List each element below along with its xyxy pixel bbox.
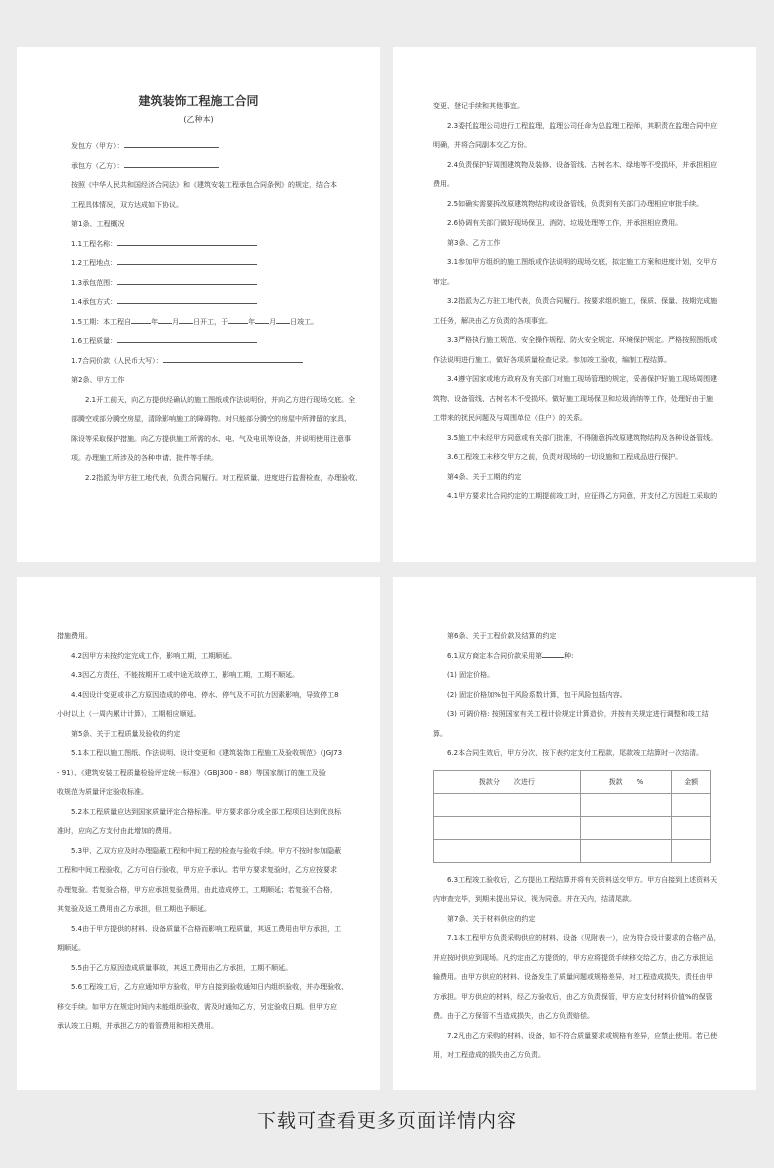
paragraph-line: 工带来的扰民问题及与周围单位（住户）的关系。 (433, 414, 587, 422)
paragraph-line: 3.2指派为乙方驻工地代表，负责合同履行。按要求组织施工，保质、保量、按期完成施 (447, 297, 718, 305)
paragraph-line: 用，对工程造成的损失由乙方负责。 (433, 1051, 545, 1059)
paragraph-line: 7.2凡由乙方采购的材料、设备，如不符合质量要求或规格有差异，应禁止使用。若已使 (447, 1031, 718, 1040)
article-heading: 第1条、工程概况 (71, 220, 125, 228)
paragraph-line: 小时以上（一周内累计计算），工期相应顺延。 (57, 710, 201, 718)
paragraph-line: 2.1开工前天，向乙方提供经确认的施工图纸或作法说明份，并向乙方进行现场交底。全 (85, 395, 356, 404)
paragraph-line: 工任务，解决由乙方负责的各项事宜。 (433, 316, 552, 325)
paragraph-line: 筑物、设备管线、古树名木不受损坏。做好施工现场保卫和垃圾消纳等工作，处理好由于施 (433, 394, 713, 403)
paragraph-line: 2.2指派为甲方驻工地代表，负责合同履行。对工程质量、进度进行监督检查，办理验收、 (85, 473, 363, 482)
table-row (434, 839, 711, 862)
table-header-cell: 拨款分 次进行 (434, 770, 581, 793)
paragraph-line: 3.5施工中未经甲方同意或有关部门批准，不得随意拆改原建筑物结构及各种设备管线。 (447, 433, 718, 442)
paragraph-line: 承认竣工日期，并承担乙方的看管费用和相关费用。 (57, 1022, 218, 1030)
document-page-3 (17, 577, 380, 1090)
paragraph-line: 4.2因甲方未按约定完成工作，影响工期，工期顺延。 (71, 651, 237, 660)
price-line: 1.7合同价款（人民币大写）： (71, 352, 358, 372)
article-heading: 第7条、关于材料供应的约定 (447, 914, 536, 923)
paragraph-line: 4.1甲方要求比合同约定的工期提前竣工时，应征得乙方同意，并支付乙方因赶工采取的 (447, 492, 718, 500)
paragraph-line: 方承担。甲方供应的材料，经乙方验收后，由乙方负责保管，甲方应支付材料价值%的保管 (433, 992, 713, 1001)
paragraph-line: 5.2本工程质量应达到国家质量评定合格标准。甲方要求部分或全部工程项目达到优良标 (71, 807, 342, 816)
table-row (434, 816, 711, 839)
paragraph-line: 审定。 (433, 277, 454, 286)
table-header-cell: 拨款 % (580, 770, 672, 793)
paragraph-line: 并应按时供应到现场。凡约定由乙方提货的，甲方应将提货手续移交给乙方，由乙方承担运 (433, 953, 713, 962)
paragraph-line: 作法说明进行施工，做好各项质量检查记录。参加竣工验收，编制工程结算。 (433, 355, 671, 364)
paragraph-line: 费。由于乙方保管不当造成损失，由乙方负责赔偿。 (433, 1012, 594, 1020)
paragraph-line: 明确，并将合同副本交乙方份。 (433, 141, 531, 149)
paragraph-line: 内审查完毕，到期未提出异议，视为同意。并在天内，结清尾款。 (433, 895, 636, 903)
period-line: 1.5工期：本工程自 年 月 日开工，于 年 月 日竣工。 (71, 313, 358, 333)
paragraph-line: 2.3委托监理公司进行工程监理，监理公司任命为总监理工程师，其职责在监理合同中应 (447, 121, 718, 130)
paragraph-line: 6.2本合同生效后，甲方分次，按下表约定支付工程款，尾款竣工结算时一次结清。 (447, 749, 704, 757)
party-b-blank (124, 159, 219, 168)
paragraph-line: 其复验及返工费用由乙方承担，但工期也予顺延。 (57, 905, 211, 913)
article-heading: 第5条、关于工程质量及验收的约定 (71, 729, 181, 738)
paragraph-line: 5.1本工程以施工图纸、作法说明、设计变更和《建筑装饰工程施工及验收规范》（JGJ73 (71, 749, 343, 757)
paragraph-line: 4.3因乙方责任，不能按期开工或中途无故停工，影响工期，工期不顺延。 (71, 671, 300, 679)
paragraph-line: (1) 固定价格。 (447, 671, 495, 679)
paragraph-line: 措施费用。 (57, 632, 92, 640)
payment-table (433, 770, 711, 863)
table-header-row (434, 770, 711, 793)
field-blank (117, 295, 257, 304)
article-heading: 第3条、乙方工作 (447, 238, 501, 247)
field-blank (117, 256, 257, 265)
article-heading: 第6条、关于工程价款及结算的约定 (447, 632, 557, 640)
paragraph-line: 3.4遵守国家或地方政府及有关部门对施工现场管理的规定，妥善保护好施工现场周围建 (447, 375, 718, 383)
paragraph-line: 6.1双方商定本合同价款采用第 种: (433, 647, 728, 667)
field-blank (117, 334, 257, 343)
intro-line: 工程具体情况，双方达成如下协议。 (71, 200, 183, 209)
paragraph-line: 陈设等采取保护措施。向乙方提供施工所需的水、电、气及电讯等设备，并说明使用注意事 (71, 434, 351, 443)
paragraph-line: (2) 固定价格加%包干风险系数计算，包干风险包括内容。 (447, 690, 627, 699)
paragraph-line: 5.3甲、乙双方应及时办理隐蔽工程和中间工程的检查与验收手续。甲方不按时参加隐蔽 (71, 846, 342, 855)
paragraph-line: 5.4由于甲方提供的材料、设备质量不合格而影响工程质量，其返工费用由甲方承担，工 (71, 924, 342, 933)
paragraph-line: 变更、登记手续和其他事宜。 (433, 102, 524, 110)
document-page-1 (17, 47, 380, 562)
table-row (434, 793, 711, 816)
quality-line: 1.6工程质量： (71, 332, 358, 352)
paragraph-line: 7.1本工程甲方负责采购供应的材料、设备（见附表一），应为符合设计要求的合格产品， (447, 934, 721, 942)
paragraph-line: 输费用。由甲方供应的材料、设备发生了质量问题或规格差异，对工程造成损失，责任由甲 (433, 973, 713, 981)
paragraph-line: 2.4负责保护好周围建筑物及装修、设备管线、古树名木、绿地等不受损坏，并承担相应 (447, 160, 718, 169)
paragraph-line: 准时，应向乙方支付由此增加的费用。 (57, 827, 176, 835)
paragraph-line: - 91）、《建筑安装工程质量检验评定统一标准》（GBJ300 - 88）等国家制订的施工及验 (57, 768, 326, 777)
paragraph-line: 3.1参加甲方组织的施工图纸或作法说明的现场交底，拟定施工方案和进度计划，交甲方 (447, 258, 718, 266)
article-heading: 第4条、关于工期的约定 (447, 472, 522, 481)
table-header-cell: 金额 (672, 770, 711, 793)
contract-title: 建筑装饰工程施工合同 (138, 94, 259, 108)
paragraph-line: 算。 (433, 729, 447, 738)
paragraph-line: 4.4因设计变更或非乙方原因造成的停电、停水、停气及不可抗力因素影响，导致停工8 (71, 690, 339, 699)
paragraph-line: 6.3工程竣工验收后，乙方提出工程结算并将有关资料送交甲方。甲方自接到上述资料天 (447, 875, 718, 884)
paragraph-line: 2.6协调有关部门做好现场保卫、消防、垃圾处理等工作，并承担相应费用。 (447, 219, 683, 227)
paragraph-line: 移交手续。如甲方在规定时间内未能组织验收，需及时通知乙方，另定验收日期。但甲方应 (57, 1002, 337, 1011)
download-more-link[interactable]: 下载可查看更多页面详情内容 (256, 1110, 517, 1132)
project-site-line: 1.2工程地点： (71, 254, 358, 274)
party-a-blank (124, 139, 219, 148)
party-a-line: 发包方（甲方）： (71, 137, 358, 157)
article-heading: 第2条、甲方工作 (71, 376, 125, 384)
paragraph-line: 办理复验。若复验合格，甲方应承担复验费用，由此造成停工，工期顺延；若复验不合格， (57, 885, 337, 894)
mode-line: 1.4承包方式： (71, 293, 358, 313)
paragraph-line: 项。办理施工所涉及的各种申请、批件等手续。 (71, 454, 218, 462)
paragraph-line: 3.6工程竣工未移交甲方之前，负责对现场的一切设施和工程成品进行保护。 (447, 453, 683, 461)
paragraph-line: 期顺延。 (57, 944, 85, 952)
paragraph-line: 2.5如确实需要拆改原建筑物结构或设备管线，负责到有关部门办理相应审批手续。 (447, 199, 704, 208)
document-page-4 (393, 577, 756, 1090)
paragraph-line: 工程和中间工程验收，乙方可自行验收，甲方应予承认。若甲方要求复验时，乙方应按要求 (57, 866, 337, 874)
paragraph-line: 3.3严格执行施工规范、安全操作规程、防火安全规定、环境保护规定。严格按照图纸或 (447, 336, 718, 344)
field-blank (163, 354, 303, 363)
paragraph-line: 费用。 (433, 180, 454, 188)
party-b-line: 承包方（乙方）： (71, 157, 358, 177)
contract-subtitle: (乙种本) (183, 115, 214, 124)
paragraph-line: 5.5由于乙方原因造成质量事故，其返工费用由乙方承担，工期不顺延。 (71, 963, 293, 972)
paragraph-line: (3) 可调价格: 按照国家有关工程计价规定计算造价，并按有关规定进行调整和竣工结 (447, 710, 709, 718)
project-name-line: 1.1工程名称： (71, 235, 358, 255)
scope-line: 1.3承包范围： (71, 274, 358, 294)
paragraph-line: 收规范为质量评定验收标准。 (57, 788, 148, 796)
field-blank (117, 276, 257, 285)
document-page-2 (393, 47, 756, 562)
paragraph-line: 部腾空或部分腾空房屋，清除影响施工的障碍物。对只能部分腾空的房屋中所滞留的家具、 (71, 415, 351, 423)
field-blank (117, 237, 257, 246)
field-blank (542, 649, 564, 658)
paragraph-line: 5.6工程竣工后，乙方应通知甲方验收，甲方自接到验收通知日内组织验收，并办理验收、 (71, 983, 349, 991)
intro-line: 按照《中华人民共和国经济合同法》和《建筑安装工程承包合同条例》的规定，结合本 (71, 181, 337, 189)
